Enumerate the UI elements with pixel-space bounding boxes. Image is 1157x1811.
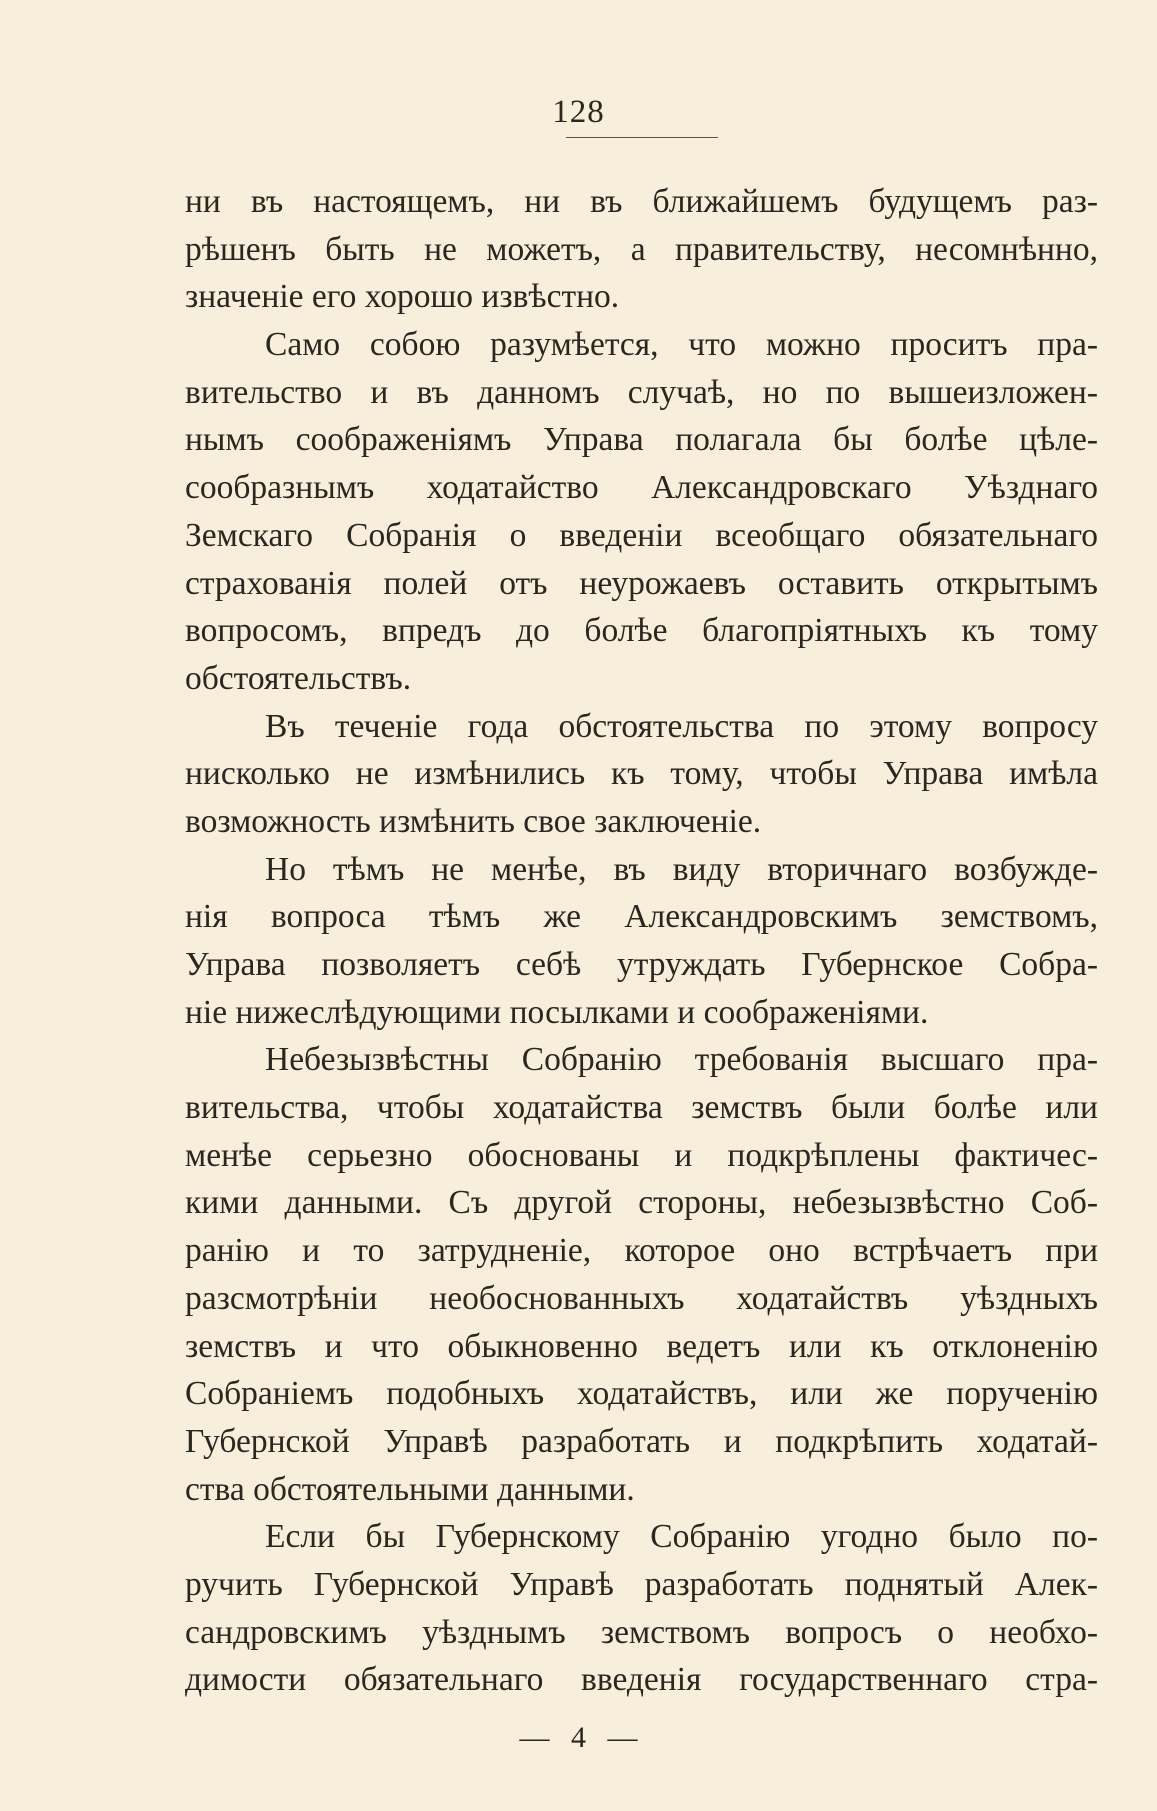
signature-mark: — 4 — — [519, 1721, 638, 1754]
text-line: значеніе его хорошо извѣстно. — [185, 278, 620, 316]
text-line: нисколько не измѣнились къ тому, чтобы Управа имѣла — [185, 755, 1098, 793]
text-line: нымъ соображеніямъ Управа полагала бы болѣе цѣле- — [185, 421, 1098, 459]
text-line: нія вопроса тѣмъ же Александровскимъ земствомъ, — [185, 898, 1098, 936]
text-line: возможность измѣнить свое заключеніе. — [185, 802, 762, 840]
text-line: ручить Губернской Управѣ разработать поднятый Алек- — [185, 1565, 1098, 1603]
text-line: ранію и то затрудненіе, которое оно встрѣчаетъ при — [185, 1232, 1098, 1270]
text-line: Само собою разумѣется, что можно проситъ пра- — [265, 326, 1098, 364]
text-line: Собраніемъ подобныхъ ходатайствъ, или же порученію — [185, 1375, 1098, 1413]
text-line: Но тѣмъ не менѣе, въ виду вторичнаго возбужде- — [265, 850, 1098, 888]
paragraph — [185, 1513, 1098, 1704]
page-number: 128 — [552, 94, 605, 130]
text-line: ни въ настоящемъ, ни въ ближайшемъ будущемъ раз- — [185, 183, 1098, 220]
text-line: сандровскимъ уѣзднымъ земствомъ вопросъ о необхо- — [185, 1613, 1098, 1651]
text-line: вительства, чтобы ходатайства земствъ были болѣе или — [185, 1089, 1098, 1127]
text-line: Управа позволяетъ себѣ утруждать Губернское Собра- — [185, 946, 1098, 983]
page-number-rule — [566, 137, 718, 138]
text-line: Въ теченіе года обстоятельства по этому вопросу — [265, 707, 1098, 745]
paragraph — [185, 321, 1098, 703]
text-line: вопросомъ, впредъ до болѣе благопріятныхъ къ тому — [185, 612, 1098, 650]
text-line: обстоятельствъ. — [185, 659, 412, 697]
text-line: сообразнымъ ходатайство Александровскаго Уѣзднаго — [185, 469, 1098, 507]
text-line: земствъ и что обыкновенно ведетъ или къ отклоненію — [185, 1327, 1098, 1365]
text-line: разсмотрѣніи необоснованныхъ ходатайствъ уѣздныхъ — [185, 1279, 1098, 1317]
text-line: ства обстоятельными данными. — [185, 1470, 635, 1508]
text-line: димости обязательнаго введенія государственнаго стра- — [185, 1661, 1098, 1699]
paragraph — [185, 703, 1098, 846]
text-line: вительство и въ данномъ случаѣ, но по вышеизложен- — [185, 373, 1098, 411]
text-line: менѣе серьезно обоснованы и подкрѣплены фактичес- — [185, 1136, 1098, 1174]
body-text — [185, 178, 1098, 1704]
text-line: кими данными. Съ другой стороны, небезызвѣстно Соб- — [185, 1184, 1098, 1222]
text-line: Если бы Губернскому Собранію угодно было по- — [265, 1518, 1098, 1556]
text-line: ніе нижеслѣдующими посылками и соображеніями. — [185, 993, 929, 1031]
text-line: рѣшенъ быть не можетъ, а правительству, несомнѣнно, — [185, 230, 1098, 268]
paragraph — [185, 846, 1098, 1037]
paragraph — [185, 1036, 1098, 1513]
text-line: Земскаго Собранія о введеніи всеобщаго обязательнаго — [185, 516, 1098, 554]
text-line: Губернской Управѣ разработать и подкрѣпить ходатай- — [185, 1422, 1098, 1460]
text-line: страхованія полей отъ неурожаевъ оставить открытымъ — [185, 564, 1098, 602]
paragraph — [185, 178, 1098, 321]
text-line: Небезызвѣстны Собранію требованія высшаго пра- — [265, 1041, 1098, 1079]
